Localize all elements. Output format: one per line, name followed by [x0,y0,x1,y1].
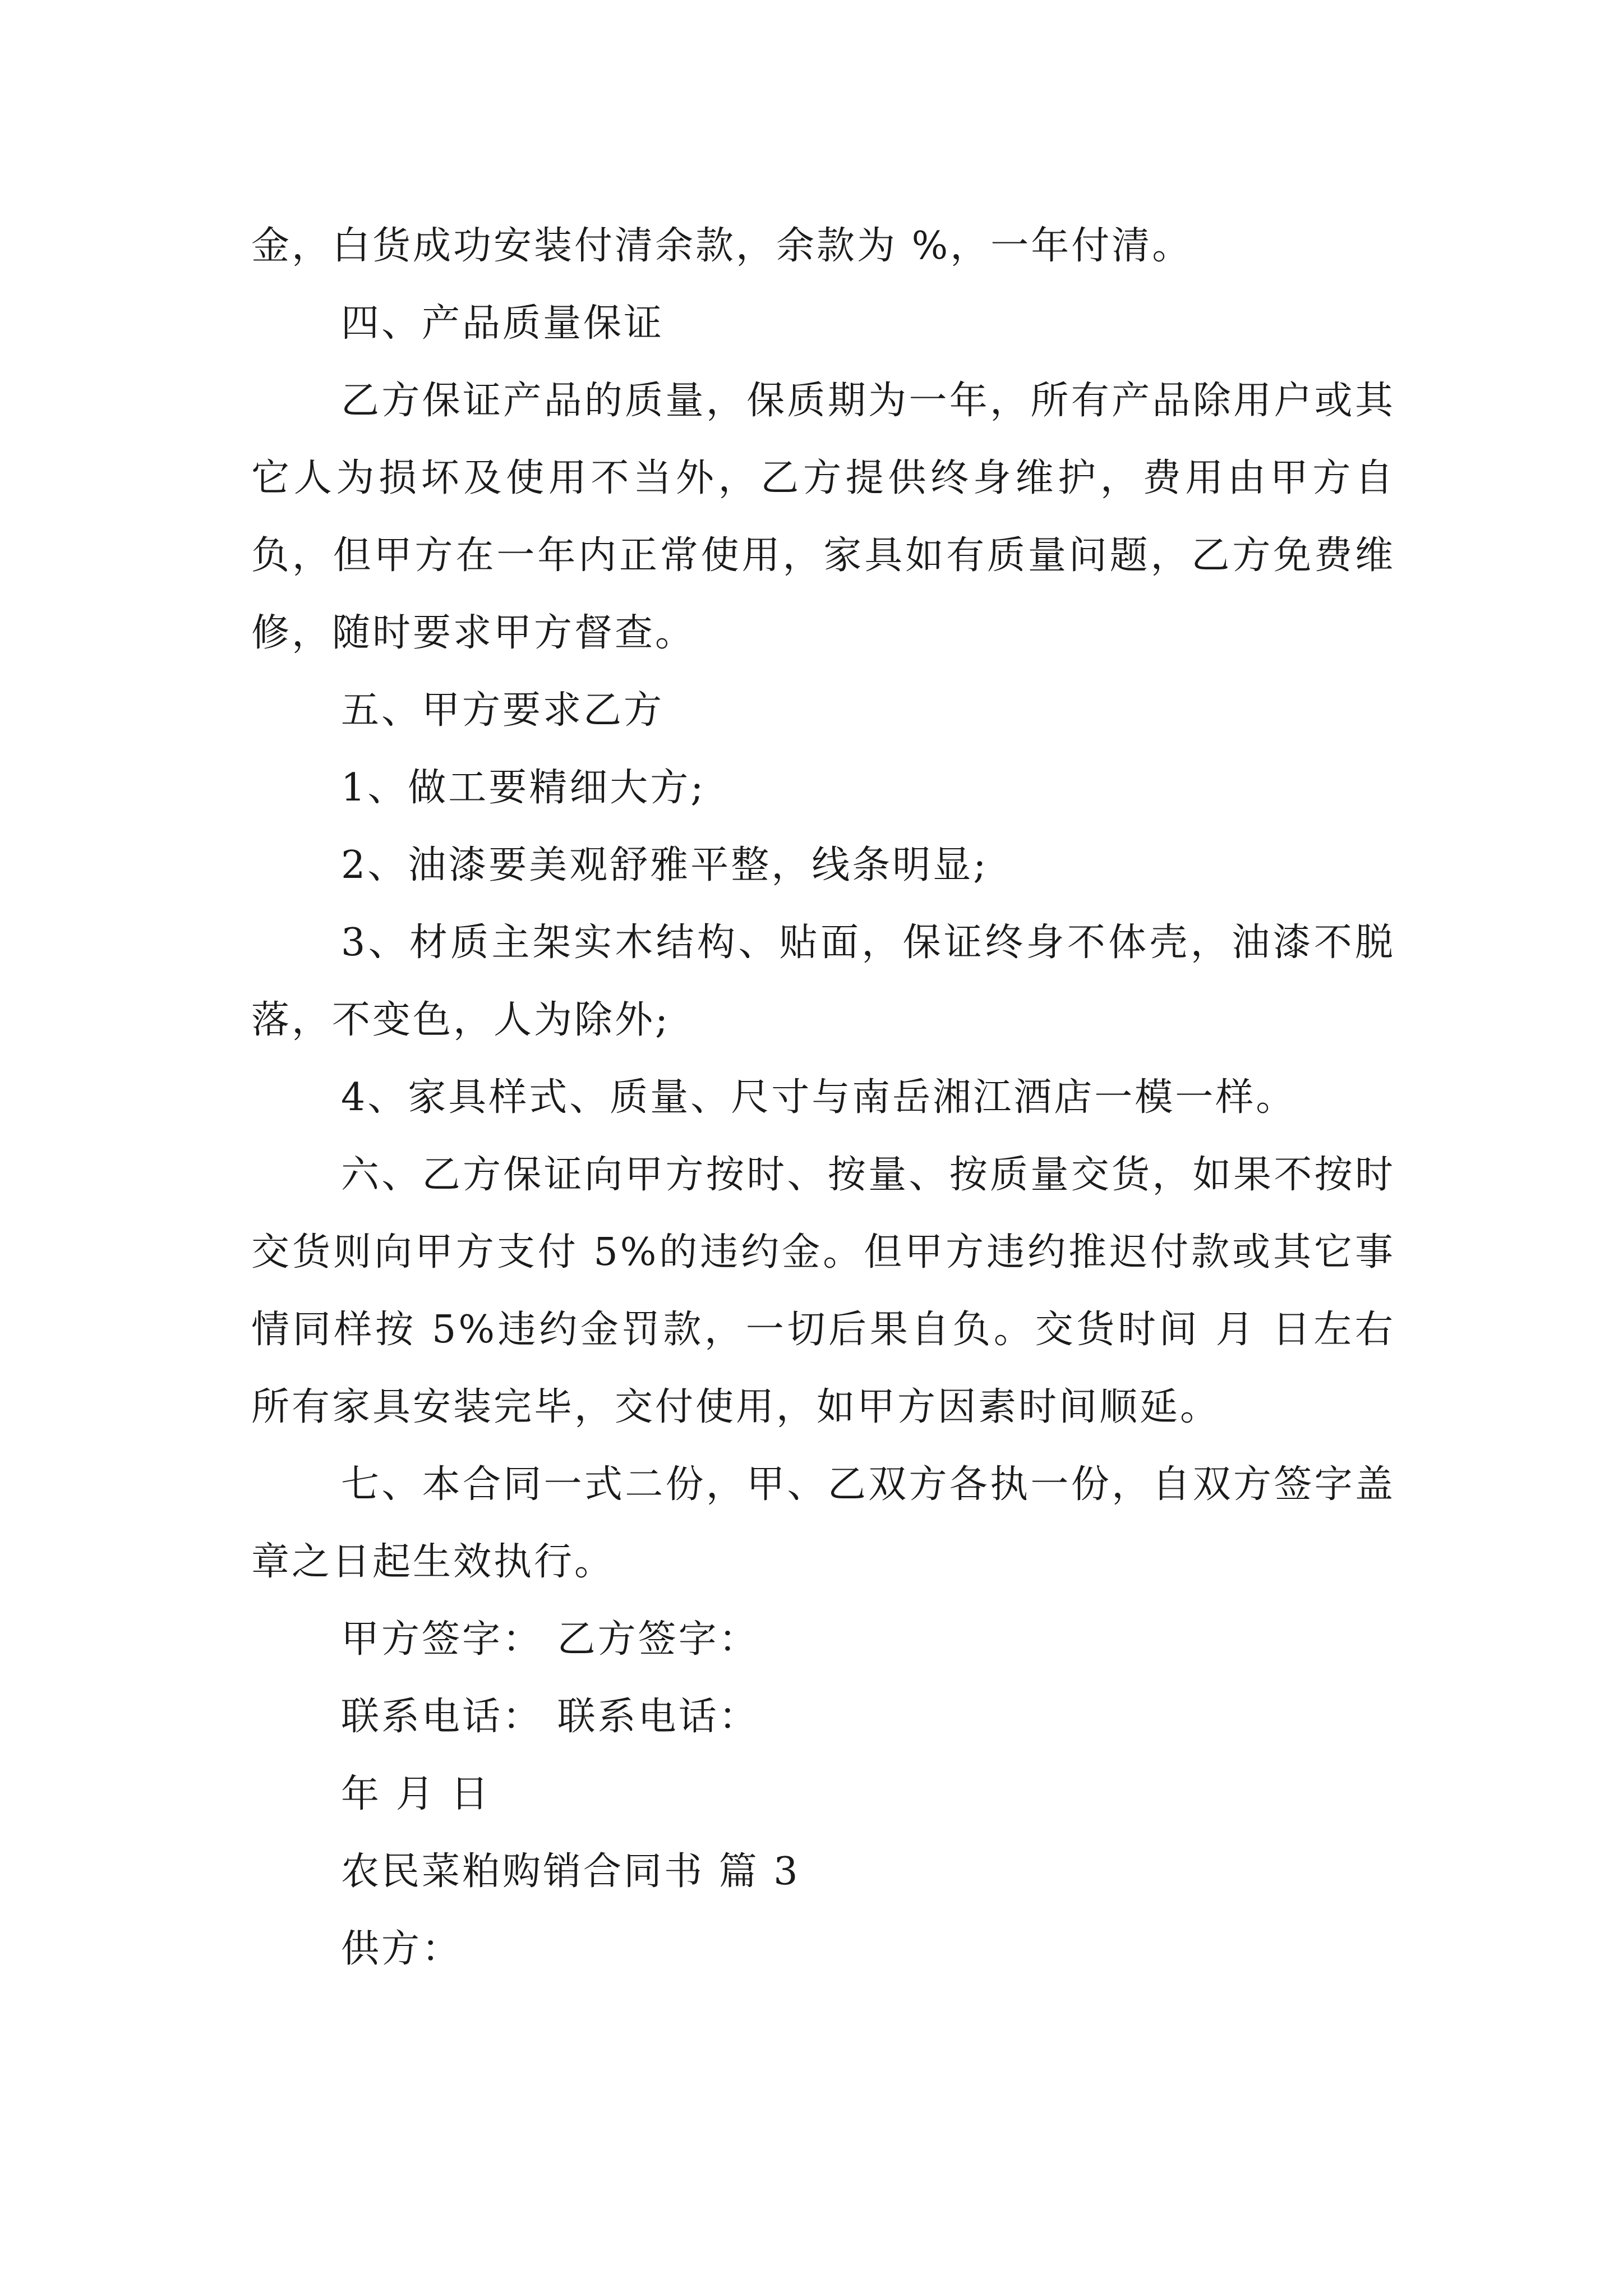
requirement-item-2: 2、油漆要美观舒雅平整，线条明显; [341,843,989,887]
section-heading-quality-guarantee: 四、产品质量保证 [341,301,665,346]
paragraph-quality-terms: 乙方保证产品的质量，保质期为一年，所有产品除用户或其它人为损坏及使用不当外，乙方提供终身维护，费用由甲方自负，但甲方在一年内正常使用，家具如有质量问题，乙方免费维修，随时要求甲方督查。 [251,379,1395,655]
requirement-item-1: 1、做工要精细大方; [341,766,706,810]
supplier-line: 供方： [341,1927,463,1971]
paragraph-contract-copies: 七、本合同一式二份，甲、乙双方各执一份，自双方签字盖章之日起生效执行。 [251,1462,1395,1584]
requirement-item-4: 4、家具样式、质量、尺寸与南岳湘江酒店一模一样。 [341,1075,1297,1120]
requirement-item-3: 3、材质主架实木结构、贴面，保证终身不体壳，油漆不脱落，不变色，人为除外; [251,921,1395,1042]
date-line: 年 月 日 [341,1772,491,1816]
document-body [251,208,1395,1988]
paragraph-delivery-penalty: 六、乙方保证向甲方按时、按量、按质量交货，如果不按时交货则向甲方支付 5%的违约金。但甲方违约推迟付款或其它事情同样按 5%违约金罚款，一切后果自负。交货时间 月 日左右所有家具安装完毕，交付使用，如甲方因素时间顺延。 [251,1153,1395,1429]
contact-phone-line: 联系电话： 联系电话： [341,1695,759,1739]
signature-line: 甲方签字： 乙方签字： [341,1617,759,1662]
contract-title: 农民菜粕购销合同书 篇 3 [341,1849,800,1894]
paragraph-payment-balance: 金，白货成功安装付清余款，余款为 %，一年付清。 [251,224,1193,268]
section-heading-party-a-requirements: 五、甲方要求乙方 [341,688,665,733]
